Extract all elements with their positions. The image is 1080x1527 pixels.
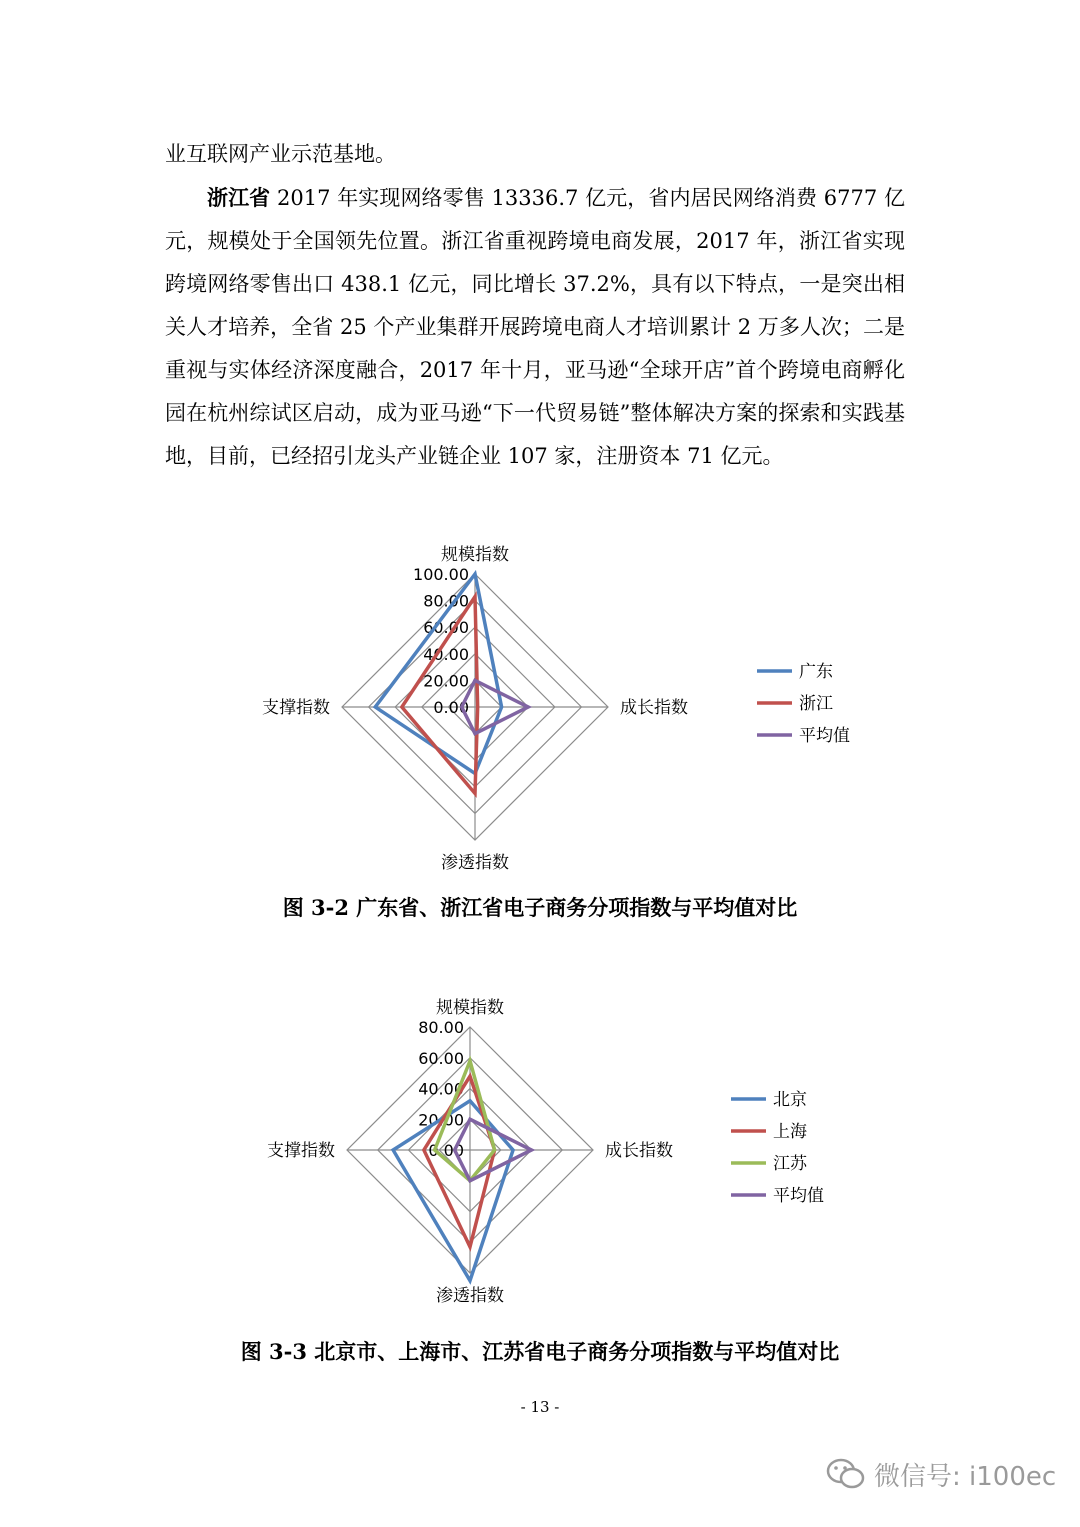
radar-chart-1-svg	[0, 535, 1080, 880]
legend-label: 广东	[799, 662, 833, 682]
axis-label: 渗透指数	[441, 853, 509, 873]
tick-label: 60.00	[418, 1048, 464, 1068]
wechat-icon	[826, 1457, 866, 1491]
tick-label: 80.00	[418, 1018, 464, 1037]
watermark-text: 微信号: i100ec	[874, 1461, 1057, 1492]
legend-label: 平均值	[773, 1186, 824, 1206]
axis-label: 渗透指数	[436, 1286, 504, 1306]
chart-title-2: 图 3-3 北京市、上海市、江苏省电子商务分项指数与平均值对比	[240, 1339, 840, 1364]
paragraph-lead: 浙江省	[207, 185, 271, 210]
paragraph-body: 2017 年实现网络零售 13336.7 亿元，省内居民网络消费 6777 亿元，规模处于全国领先位置。浙江省重视跨境电商发展，2017 年，浙江省实现跨境网络零售出口 438.1 亿元，同比增长 37.2%，具有以下特点，一是突出相关人才培养，全省 25 个产业集群开展跨境电商人才培训累计 2 万多人次；二是重视与实体经济深度融合，2017 年十月，亚马逊“全球开店”首个跨境电商孵化园在杭州综试区启动，成为亚马逊“下一代贸易链”整体解决方案的探索和实践基地，目前，已经招引龙头产业链企业 107 家，注册资本 71 亿元。	[165, 186, 905, 468]
axis-label: 规模指数	[441, 545, 509, 565]
legend-label: 北京	[773, 1090, 807, 1110]
legend-label: 平均值	[799, 726, 850, 746]
radar-chart-2	[0, 985, 1080, 1325]
tick-label: 40.00	[418, 1079, 464, 1099]
axis-label: 成长指数	[620, 698, 688, 718]
axis-label: 规模指数	[436, 998, 504, 1018]
tick-label: 0.00	[428, 1141, 464, 1160]
tick-label: 0.00	[433, 698, 469, 717]
axis-label: 支撑指数	[267, 1141, 335, 1161]
chart-title-1: 图 3-2 广东省、浙江省电子商务分项指数与平均值对比	[282, 895, 798, 920]
legend-label: 浙江	[799, 694, 833, 714]
paragraph-zhejiang	[165, 176, 905, 478]
axis-label: 支撑指数	[262, 698, 330, 718]
paragraph-1: 业互联网产业示范基地。	[165, 142, 396, 166]
tick-label: 60.00	[423, 618, 469, 638]
tick-label: 20.00	[418, 1110, 464, 1130]
radar-chart-1	[0, 535, 1080, 880]
tick-label: 40.00	[423, 644, 469, 664]
tick-label: 80.00	[423, 591, 469, 611]
axis-label: 成长指数	[605, 1141, 673, 1161]
watermark	[826, 1454, 1056, 1494]
legend-label: 江苏	[773, 1154, 807, 1174]
tick-label: 100.00	[413, 565, 469, 584]
page-number: - 13 -	[520, 1398, 560, 1416]
radar-chart-2-svg	[0, 985, 1080, 1325]
legend-label: 上海	[773, 1122, 807, 1142]
tick-label: 20.00	[423, 671, 469, 691]
